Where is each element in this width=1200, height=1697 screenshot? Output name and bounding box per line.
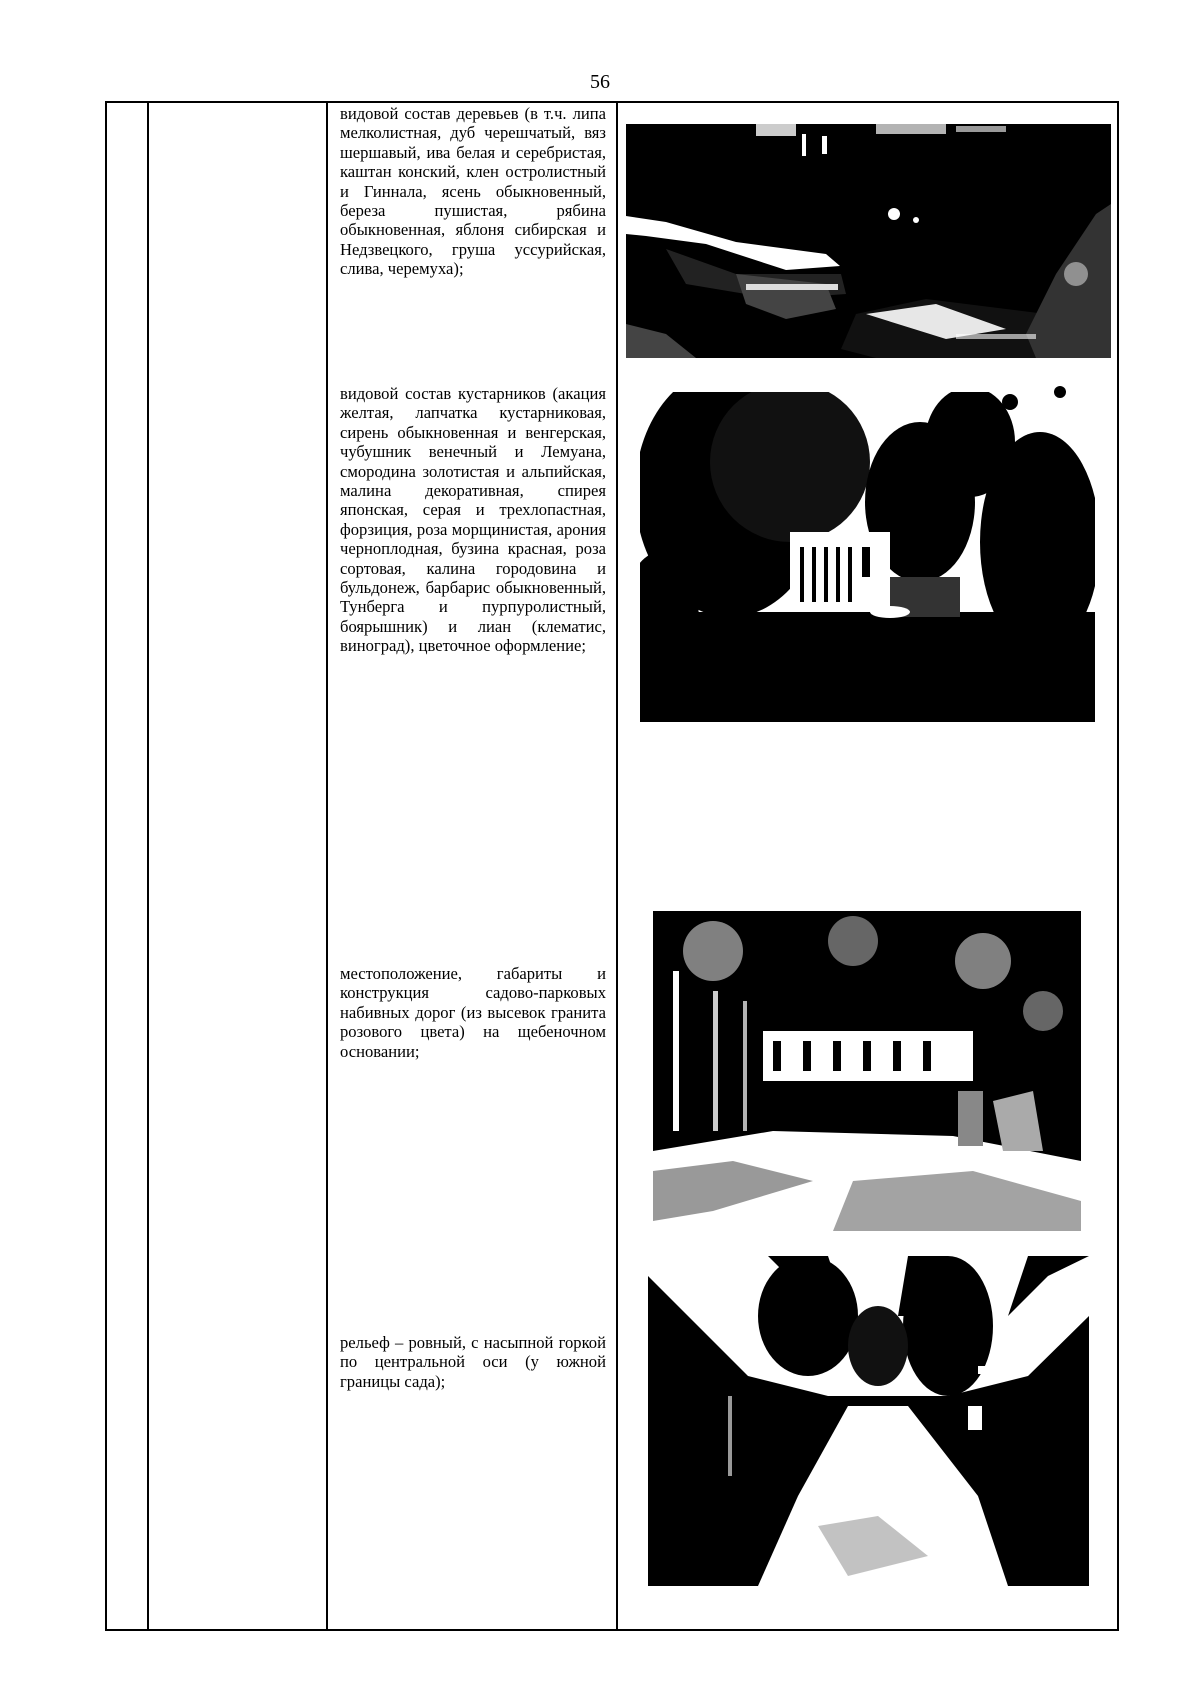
page-number: 56 — [590, 71, 610, 93]
photo-alley — [648, 1256, 1089, 1586]
column-divider-1 — [147, 101, 149, 1631]
photo-garden-path — [653, 911, 1081, 1231]
description-relief: рельеф – ровный, с насыпной горкой по центральной оси (у южной границы сада); — [340, 1333, 606, 1391]
photo-aerial-view — [626, 124, 1111, 358]
description-shrubs: видовой состав кустарников (акация желтая, лапчатка кустарниковая, сирень обыкновенная и венгерская, чубушник венечный и Лемуана, смородина золотистая и альпийская, малина декоративная, спирея японская, серая и трехлопастная, форзиция, роза морщинистая, арония черноплодная, бузина красная, роза сортовая, калина городовина и бульдонеж, барбарис обыкновенный, Тунберга и пурпуролистный, боярышник) и лиан (клематис, виноград), цветочное оформление; — [340, 384, 606, 656]
description-roads: местоположение, габариты и конструкция садово-парковых набивных дорог (из высевок гранита розового цвета) на щебеночном основании; — [340, 964, 606, 1061]
description-trees: видовой состав деревьев (в т.ч. липа мелколистная, дуб черешчатый, вяз шершавый, ива белая и серебристая, каштан конский, клен остролистный и Гиннала, ясень обыкновенный, береза пушистая, рябина обыкновенная, яблоня сибирская и Недзвецкого, груша уссурийская, слива, черемуха); — [340, 104, 606, 279]
column-divider-2 — [326, 101, 328, 1631]
column-divider-3 — [616, 101, 618, 1631]
photo-trees-building — [640, 382, 1095, 722]
